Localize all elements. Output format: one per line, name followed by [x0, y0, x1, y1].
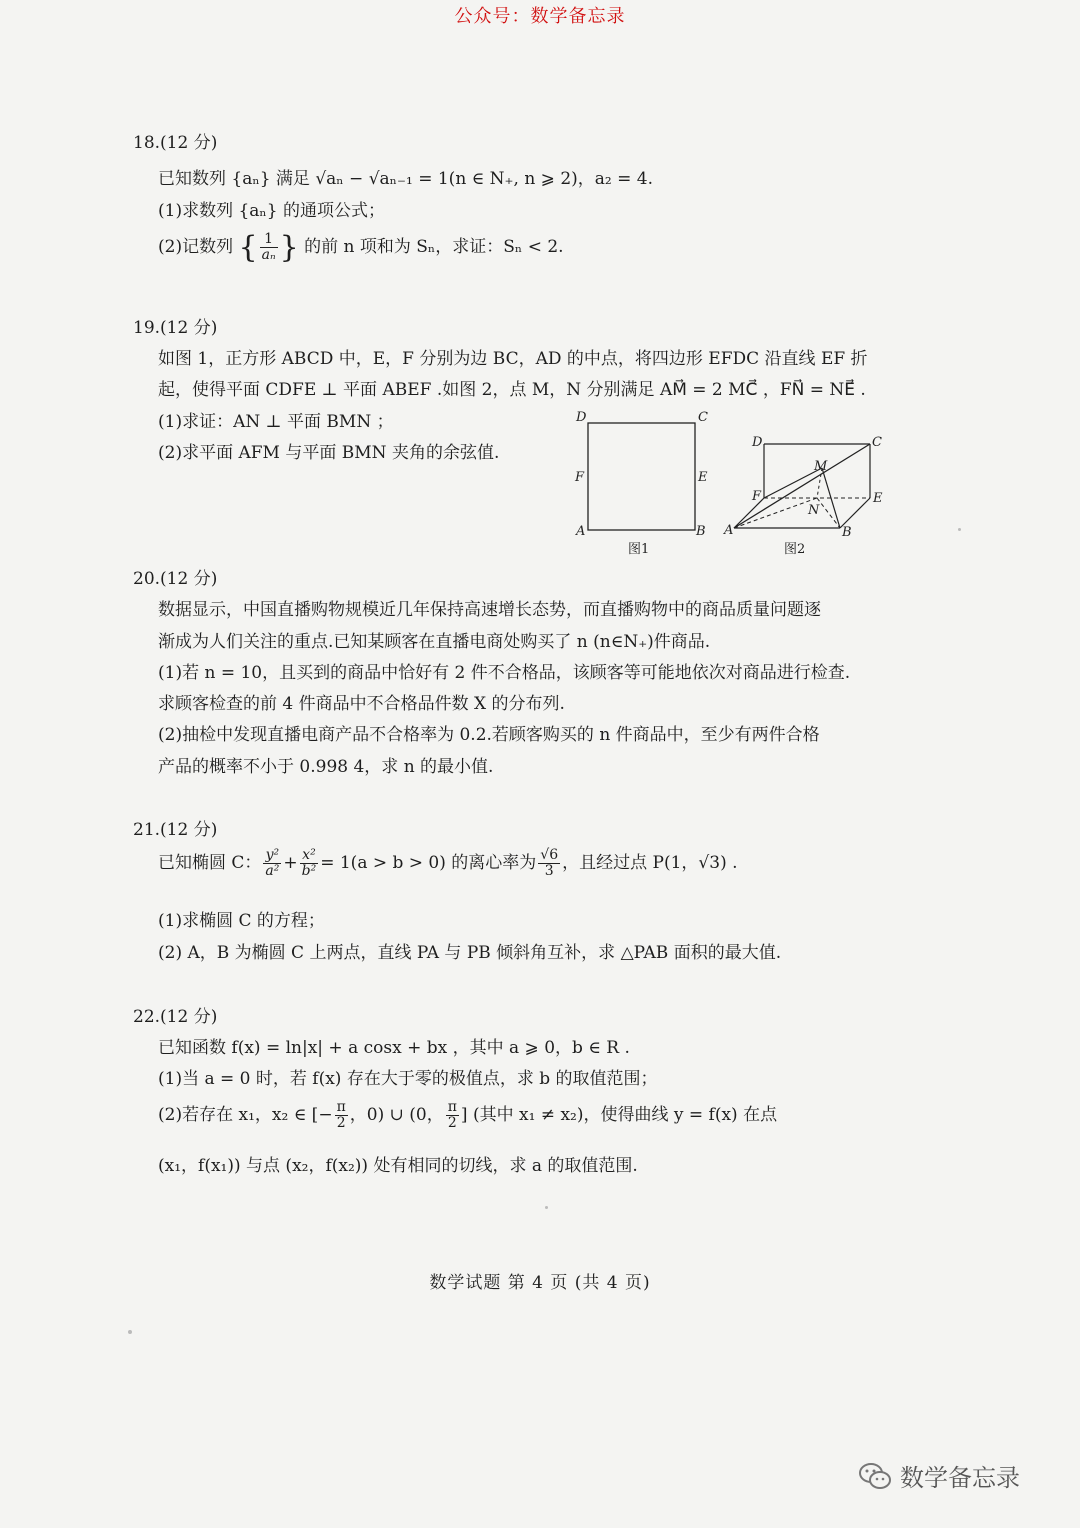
- fig1-label-D: D: [576, 410, 587, 425]
- q20-line6: 产品的概率不小于 0.998 4，求 n 的最小值.: [158, 757, 494, 777]
- q18-fraction: [260, 232, 278, 263]
- q21-line1-post: ，且经过点 P(1，√3) .: [562, 853, 738, 873]
- fig2-label-A: A: [724, 523, 734, 538]
- fig2-label-B: B: [842, 525, 852, 540]
- q20-line1: 数据显示，中国直播购物规模近几年保持高速增长态势，而直播购物中的商品质量问题逐: [158, 600, 821, 620]
- header-note: 公众号：数学备忘录: [454, 6, 626, 27]
- q21-frac2-den: b²: [301, 863, 317, 879]
- q19-line2: 起，使得平面 CDFE ⊥ 平面 ABEF .如图 2，点 M，N 分别满足 AM⃗ = 2 MC⃗ ，FN⃗ = NE⃗ .: [158, 380, 866, 400]
- q20-line4: 求顾客检查的前 4 件商品中不合格品件数 X 的分布列.: [158, 694, 565, 714]
- q21-line2: (1)求椭圆 C 的方程；: [158, 911, 325, 931]
- q22-line4: (x₁，f(x₁)) 与点 (x₂，f(x₂)) 处有相同的切线，求 a 的取值范围.: [158, 1156, 638, 1176]
- q20-heading: 20.(12 分): [133, 569, 218, 589]
- q21-frac3: [538, 848, 560, 879]
- q22-heading: 22.(12 分): [133, 1007, 218, 1027]
- q19-line1: 如图 1，正方形 ABCD 中，E，F 分别为边 BC，AD 的中点，将四边形 EFDC 沿直线 EF 折: [158, 349, 868, 369]
- q21-frac1-den: a²: [265, 863, 280, 879]
- q22-frac-a: [335, 1100, 348, 1131]
- watermark: [858, 1458, 1020, 1493]
- q20-line3: (1)若 n = 10，且买到的商品中恰好有 2 件不合格品，该顾客等可能地依次对商品进行检查.: [158, 663, 851, 683]
- q21-frac3-num: √6: [540, 847, 559, 863]
- q22-line3-post: ] (其中 x₁ ≠ x₂)，使得曲线 y = f(x) 在点: [460, 1105, 778, 1125]
- fig2-label-N: N: [808, 503, 820, 518]
- q21-line3: (2) A，B 为椭圆 C 上两点，直线 PA 与 PB 倾斜角互补，求 △PAB 面积的最大值.: [158, 943, 782, 963]
- fig2-label-E: E: [873, 491, 883, 506]
- fig2-label-M: M: [814, 459, 828, 474]
- fig1-label-F: F: [575, 470, 585, 485]
- q20-line2: 渐成为人们关注的重点.已知某顾客在直播电商处购买了 n (n∈N₊)件商品.: [158, 632, 711, 652]
- figure-2: [722, 430, 892, 560]
- q18-line3: [158, 230, 564, 265]
- fig2-caption: 图2: [784, 542, 806, 557]
- q18-frac-den: aₙ: [261, 247, 276, 263]
- q19-line3: (1)求证：AN ⊥ 平面 BMN ；: [158, 412, 394, 432]
- q22-frac-b: [446, 1100, 459, 1131]
- fig1-label-E: E: [698, 470, 708, 485]
- q21-frac2-num: x²: [300, 848, 319, 864]
- q21-heading: 21.(12 分): [133, 820, 218, 840]
- fig1-square: [588, 423, 695, 530]
- q21-frac3-den: 3: [544, 863, 554, 879]
- q22-line1: 已知函数 f(x) = ln|x| + a cosx + bx ，其中 a ⩾ 0，b ∈ R .: [158, 1038, 630, 1058]
- q21-frac1: [263, 848, 281, 879]
- watermark-text: 数学备忘录: [900, 1464, 1020, 1492]
- q18-line3-post: 的前 n 项和为 Sₙ，求证：Sₙ < 2.: [304, 237, 564, 257]
- fig2-label-D: D: [752, 435, 763, 450]
- q18-line2: (1)求数列 {aₙ} 的通项公式；: [158, 201, 386, 221]
- q21-frac2: [300, 848, 319, 879]
- q22-line3-mid: ，0) ∪ (0，: [349, 1105, 444, 1125]
- figure-1: [570, 405, 720, 560]
- fig1-caption: 图1: [628, 542, 650, 557]
- q22-line3: [158, 1100, 777, 1131]
- page-footer: 数学试题 第 4 页 (共 4 页): [429, 1273, 651, 1293]
- fig2-label-F: F: [752, 489, 762, 504]
- q18-heading: 18.(12 分): [133, 133, 218, 153]
- q18-line1: 已知数列 {aₙ} 满足 √aₙ − √aₙ₋₁ = 1(n ∈ N₊, n ⩾ 2)，a₂ = 4.: [158, 169, 653, 189]
- q21-frac1-num: y²: [263, 848, 281, 864]
- q18-frac-num: 1: [260, 232, 278, 248]
- q22-line3-pre: (2)若存在 x₁，x₂ ∈ [−: [158, 1105, 333, 1125]
- fig1-label-B: B: [696, 524, 706, 539]
- wechat-icon: [858, 1461, 892, 1491]
- scan-speck: [545, 1206, 548, 1209]
- fig1-label-A: A: [576, 524, 586, 539]
- q19-line4: (2)求平面 AFM 与平面 BMN 夹角的余弦值.: [158, 443, 500, 463]
- q22-frac-a-num: π: [336, 1099, 346, 1115]
- q22-frac-b-num: π: [447, 1099, 457, 1115]
- q20-line5: (2)抽检中发现直播电商产品不合格率为 0.2.若顾客购买的 n 件商品中，至少有两件合格: [158, 725, 820, 745]
- q21-line1: [158, 848, 738, 879]
- scan-speck: [958, 528, 961, 531]
- q22-frac-a-den: 2: [336, 1115, 346, 1131]
- left-brace-icon: {: [238, 230, 258, 265]
- right-brace-icon: }: [279, 230, 299, 265]
- q18-line3-pre: (2)记数列: [158, 237, 234, 257]
- q21-line1-pre: 已知椭圆 C：: [158, 853, 262, 873]
- q22-frac-b-den: 2: [447, 1115, 457, 1131]
- scan-speck: [128, 1330, 132, 1334]
- q22-line2: (1)当 a = 0 时，若 f(x) 存在大于零的极值点，求 b 的取值范围；: [158, 1069, 658, 1089]
- q19-heading: 19.(12 分): [133, 318, 218, 338]
- fig1-label-C: C: [698, 410, 708, 425]
- q21-plus: +: [283, 853, 298, 873]
- fig2-label-C: C: [872, 435, 882, 450]
- q21-line1-mid: = 1(a > b > 0) 的离心率为: [320, 853, 537, 873]
